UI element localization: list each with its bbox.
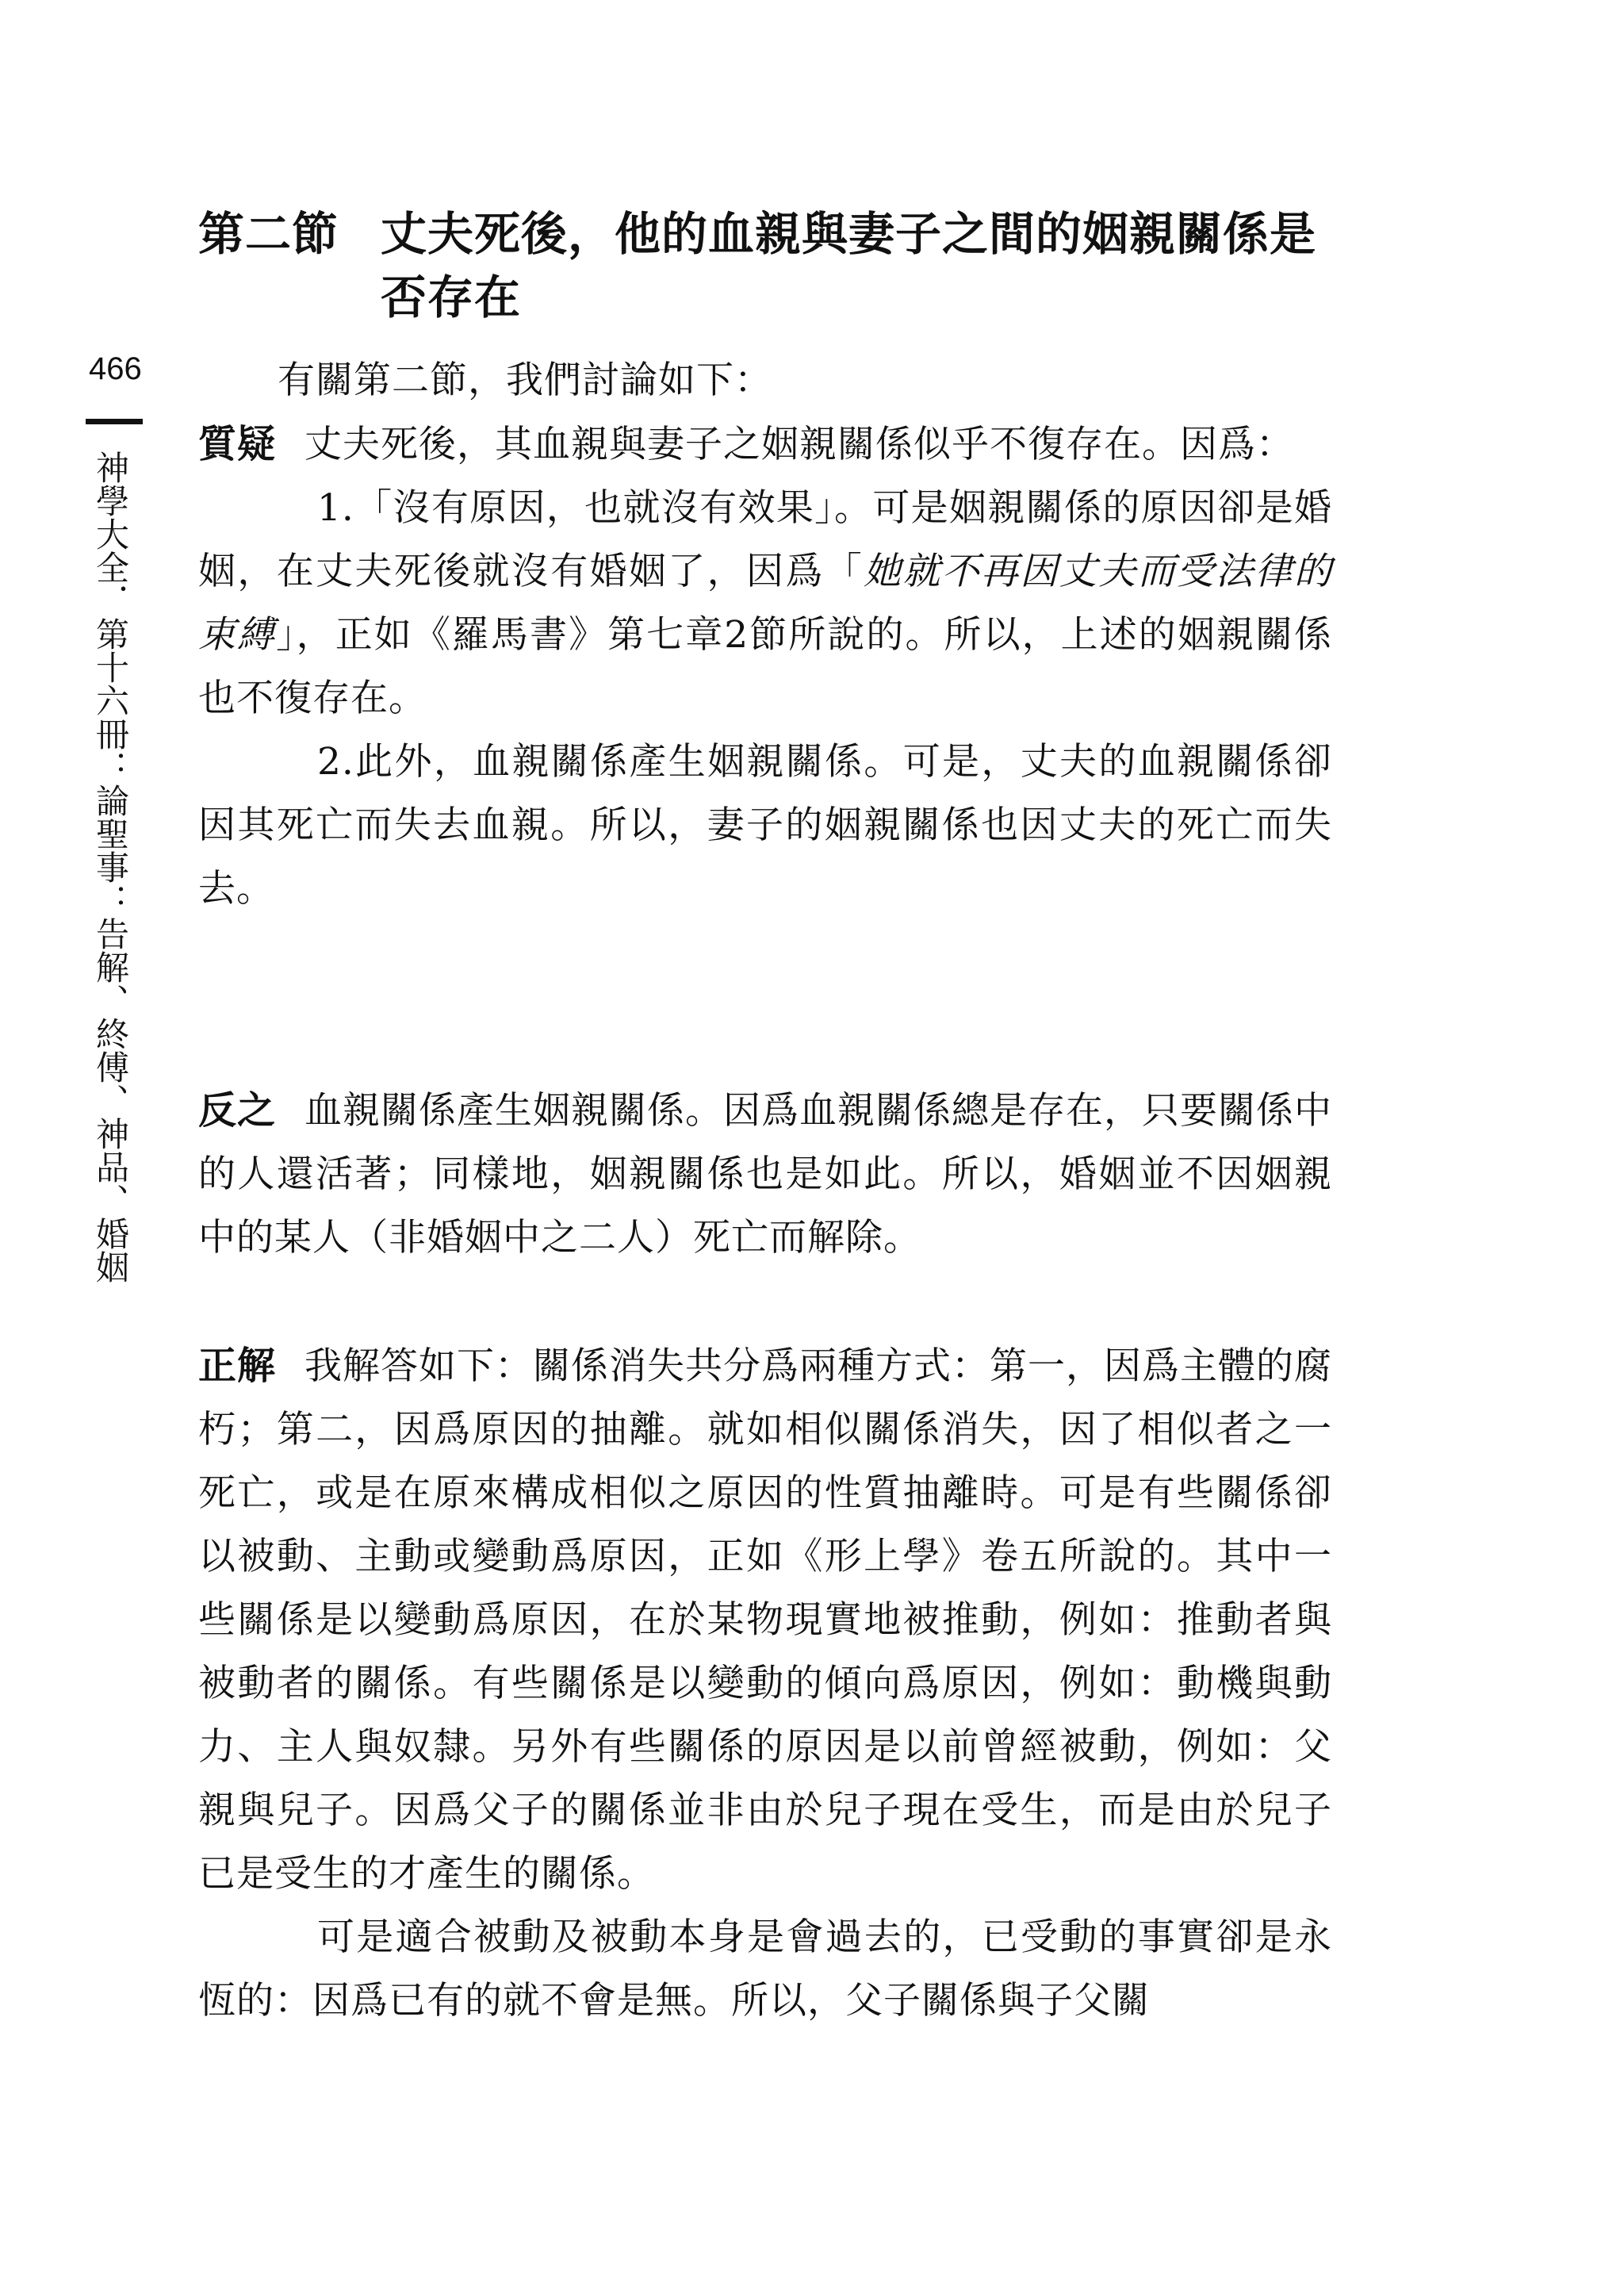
objection-label: 質疑 — [198, 422, 277, 466]
response-label: 正解 — [198, 1344, 277, 1388]
contra-text: 血親關係產生姻親關係。因爲血親關係總是存在，只要關係中的人還活著；同樣地，姻親關係也是如此。所以，婚姻並不因姻親中的某人（非婚姻中之二人）死亡而解除。 — [198, 1089, 1333, 1260]
page-number: 466 — [89, 351, 142, 386]
contra-label: 反之 — [198, 1088, 277, 1133]
objection-lead-paragraph — [198, 412, 1332, 477]
objection-block — [198, 412, 1332, 921]
margin-rule — [86, 419, 143, 424]
objection-point-2: 2.此外，血親關係產生姻親關係。可是，丈夫的血親關係卻因其死亡而失去血親。所以，妻子的姻親關係也因丈夫的死亡而失去。 — [198, 740, 1332, 911]
contra-paragraph — [198, 1079, 1332, 1270]
response-paragraph — [198, 1334, 1332, 1906]
objection-point-1-text-a: 1.「沒有原因，也就沒有效果」。可是姻親關係的原因卻是婚姻，在丈夫死後就沒有婚姻了，因爲「 — [198, 486, 1332, 593]
section-title: 丈夫死後，他的血親與妻子之間的姻親關係是否存在 — [381, 207, 1317, 324]
response-text: 我解答如下：關係消失共分爲兩種方式：第一，因爲主體的腐朽；第二，因爲原因的抽離。就如相似關係消失，因了相似者之一死亡，或是在原來構成相似之原因的性質抽離時。可是有些關係卻以被動、主動或變動爲原因，正如《形上學》卷五所說的。其中一些關係是以變動爲原因，在於某物現實地被推動，例如：推動者與被動者的關係。有些關係是以變動的傾向爲原因，例如：動機與動力、主人與奴隸。另外有些關係的原因是以前曾經被動，例如：父親與兒子。因爲父子的關係並非由於兒子現在受生，而是由於兒子已是受生的才產生的關係。 — [198, 1344, 1333, 1896]
response-block — [198, 1334, 1332, 2033]
response-continuation: 可是適合被動及被動本身是會過去的，已受動的事實卻是永恆的：因爲已有的就不會是無。所以，父子關係與子父關 — [198, 1915, 1332, 2023]
contra-block — [198, 1079, 1332, 1270]
objection-point-1-quote: 她就不再因丈夫而受法律的束縛 — [198, 550, 1333, 657]
intro-line — [198, 349, 1332, 412]
intro-text: 有關第二節，我們討論如下： — [278, 359, 772, 402]
objection-point-1 — [198, 477, 1332, 730]
objection-lead: 丈夫死後，其血親與妻子之姻親關係似乎不復存在。因爲： — [304, 423, 1295, 466]
section-label: 第二節 — [198, 207, 339, 261]
running-head: 神學大全．第十六冊：論聖事：告解、終傅、神品、婚姻 — [91, 451, 130, 1283]
objection-point-1-text-b: 」，正如《羅馬書》第七章2節所說的。所以，上述的姻親關係也不復存在。 — [198, 613, 1333, 720]
